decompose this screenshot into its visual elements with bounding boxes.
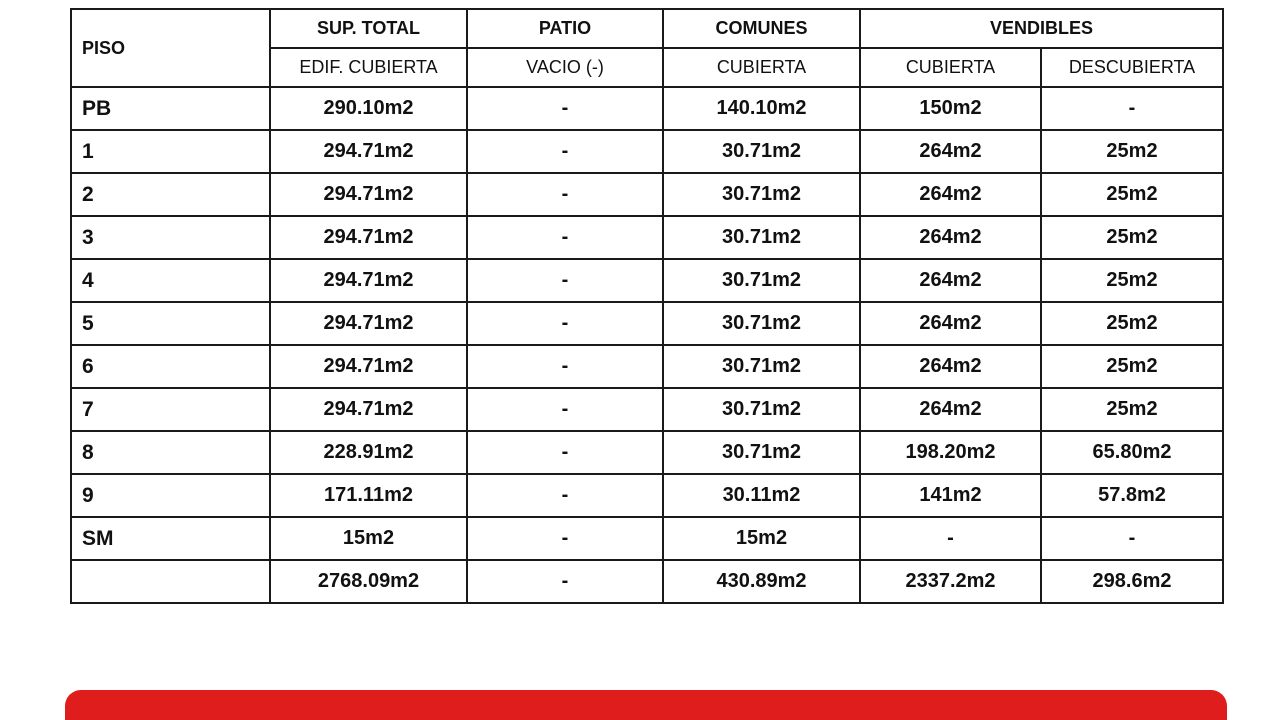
cell-patio: -: [467, 345, 663, 388]
cell-comunes: 30.71m2: [663, 130, 860, 173]
cell-piso: PB: [71, 87, 270, 130]
table-body: [71, 87, 1223, 603]
red-banner: [65, 690, 1227, 720]
cell-patio: -: [467, 216, 663, 259]
cell-vendible-cubierta: 2337.2m2: [860, 560, 1041, 603]
cell-sup-total: 2768.09m2: [270, 560, 467, 603]
cell-piso: 9: [71, 474, 270, 517]
cell-vendible-cubierta: -: [860, 517, 1041, 560]
cell-comunes: 30.71m2: [663, 431, 860, 474]
header-vacio: VACIO (-): [467, 48, 663, 87]
surface-area-table: [70, 8, 1224, 604]
cell-patio: -: [467, 388, 663, 431]
cell-vendible-descubierta: 25m2: [1041, 216, 1223, 259]
cell-vendible-descubierta: 298.6m2: [1041, 560, 1223, 603]
cell-vendible-descubierta: 25m2: [1041, 302, 1223, 345]
cell-vendible-cubierta: 264m2: [860, 345, 1041, 388]
cell-vendible-cubierta: 264m2: [860, 388, 1041, 431]
cell-vendible-cubierta: 198.20m2: [860, 431, 1041, 474]
header-vendibles: VENDIBLES: [860, 9, 1223, 48]
table-row: [71, 259, 1223, 302]
cell-patio: -: [467, 517, 663, 560]
cell-comunes: 30.71m2: [663, 216, 860, 259]
cell-sup-total: 294.71m2: [270, 173, 467, 216]
table-row: [71, 216, 1223, 259]
cell-comunes: 430.89m2: [663, 560, 860, 603]
cell-vendible-cubierta: 264m2: [860, 130, 1041, 173]
cell-sup-total: 294.71m2: [270, 345, 467, 388]
cell-vendible-descubierta: 25m2: [1041, 345, 1223, 388]
totals-row: [71, 560, 1223, 603]
cell-vendible-descubierta: 25m2: [1041, 173, 1223, 216]
cell-patio: -: [467, 302, 663, 345]
cell-patio: -: [467, 474, 663, 517]
cell-comunes: 30.71m2: [663, 345, 860, 388]
cell-comunes: 30.11m2: [663, 474, 860, 517]
table-row: [71, 345, 1223, 388]
cell-comunes: 30.71m2: [663, 259, 860, 302]
cell-sup-total: 294.71m2: [270, 216, 467, 259]
table-row: [71, 130, 1223, 173]
header-comunes-cubierta: CUBIERTA: [663, 48, 860, 87]
table-row: [71, 388, 1223, 431]
cell-piso: SM: [71, 517, 270, 560]
header-vendibles-descubierta: DESCUBIERTA: [1041, 48, 1223, 87]
cell-sup-total: 294.71m2: [270, 130, 467, 173]
header-edif-cubierta: EDIF. CUBIERTA: [270, 48, 467, 87]
header-sup-total: SUP. TOTAL: [270, 9, 467, 48]
cell-patio: -: [467, 130, 663, 173]
cell-vendible-descubierta: -: [1041, 517, 1223, 560]
cell-piso: 3: [71, 216, 270, 259]
table-row: [71, 474, 1223, 517]
cell-patio: -: [467, 560, 663, 603]
cell-sup-total: 294.71m2: [270, 259, 467, 302]
cell-patio: -: [467, 259, 663, 302]
cell-comunes: 30.71m2: [663, 173, 860, 216]
cell-vendible-cubierta: 264m2: [860, 302, 1041, 345]
cell-patio: -: [467, 431, 663, 474]
cell-vendible-descubierta: 65.80m2: [1041, 431, 1223, 474]
cell-piso: [71, 560, 270, 603]
cell-patio: -: [467, 87, 663, 130]
cell-vendible-descubierta: 25m2: [1041, 130, 1223, 173]
table-header: [71, 9, 1223, 87]
cell-vendible-descubierta: 57.8m2: [1041, 474, 1223, 517]
cell-sup-total: 294.71m2: [270, 388, 467, 431]
table-row: [71, 517, 1223, 560]
cell-vendible-descubierta: -: [1041, 87, 1223, 130]
cell-piso: 4: [71, 259, 270, 302]
cell-comunes: 140.10m2: [663, 87, 860, 130]
header-row-top: [71, 9, 1223, 48]
cell-comunes: 30.71m2: [663, 302, 860, 345]
cell-sup-total: 294.71m2: [270, 302, 467, 345]
cell-vendible-cubierta: 141m2: [860, 474, 1041, 517]
cell-piso: 7: [71, 388, 270, 431]
table-row: [71, 87, 1223, 130]
cell-piso: 8: [71, 431, 270, 474]
table-row: [71, 173, 1223, 216]
cell-comunes: 30.71m2: [663, 388, 860, 431]
header-vendibles-cubierta: CUBIERTA: [860, 48, 1041, 87]
cell-piso: 5: [71, 302, 270, 345]
header-comunes: COMUNES: [663, 9, 860, 48]
cell-vendible-cubierta: 264m2: [860, 259, 1041, 302]
cell-sup-total: 171.11m2: [270, 474, 467, 517]
table-row: [71, 431, 1223, 474]
cell-sup-total: 15m2: [270, 517, 467, 560]
cell-sup-total: 290.10m2: [270, 87, 467, 130]
cell-vendible-cubierta: 264m2: [860, 173, 1041, 216]
cell-vendible-descubierta: 25m2: [1041, 388, 1223, 431]
cell-piso: 1: [71, 130, 270, 173]
cell-patio: -: [467, 173, 663, 216]
cell-piso: 6: [71, 345, 270, 388]
cell-comunes: 15m2: [663, 517, 860, 560]
header-patio: PATIO: [467, 9, 663, 48]
cell-vendible-descubierta: 25m2: [1041, 259, 1223, 302]
cell-vendible-cubierta: 150m2: [860, 87, 1041, 130]
cell-sup-total: 228.91m2: [270, 431, 467, 474]
cell-piso: 2: [71, 173, 270, 216]
header-piso: PISO: [71, 9, 270, 87]
table-row: [71, 302, 1223, 345]
cell-vendible-cubierta: 264m2: [860, 216, 1041, 259]
